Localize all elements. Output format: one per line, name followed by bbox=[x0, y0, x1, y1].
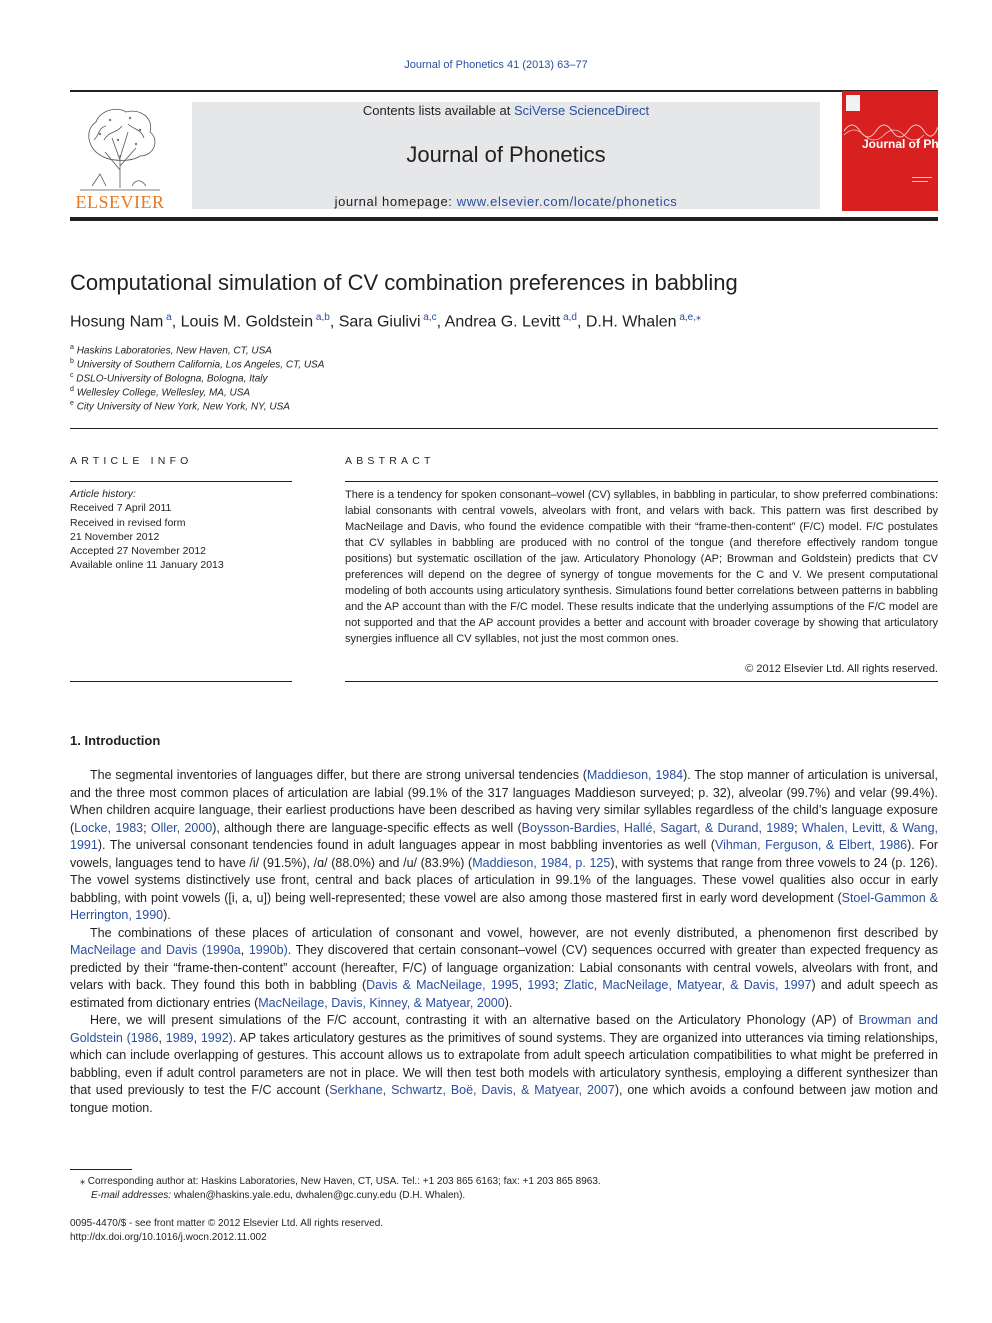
corresponding-mark: ⁎ bbox=[80, 1176, 85, 1187]
citation-link[interactable]: Boysson-Bardies, Hallé, Sagart, & Durand, 1989 bbox=[521, 820, 795, 835]
affiliation: $^e$ City University of New York, New York, NY, USA bbox=[70, 400, 290, 413]
history-item: 21 November 2012 bbox=[70, 530, 160, 543]
footnote-rule bbox=[70, 1169, 132, 1170]
cover-art-icon bbox=[842, 91, 938, 211]
author-name[interactable]: Louis M. Goldstein bbox=[180, 313, 314, 331]
author-affiliation-mark[interactable]: a,b bbox=[315, 312, 330, 323]
history-item: Received 7 April 2011 bbox=[70, 502, 172, 515]
email-addresses[interactable]: whalen@haskins.yale.edu, dwhalen@gc.cuny.edu (D.H. Whalen). bbox=[173, 1190, 466, 1201]
author-affiliation-mark[interactable]: a,e,⁎ bbox=[679, 312, 702, 323]
author-name[interactable]: D.H. Whalen bbox=[585, 313, 677, 331]
paragraph: The combinations of these places of articulation of consonant and vowel, however, are not evenly distributed, a phenomenon first described by MacNeilage and Davis (1990a, 1990b). They discovered that certain consonant–vowel (CV) sequences occurred with greater than expected frequency as predicted by their “frame-then-content” account (hereafter, F/C) of language organization: Labial consonants with central vowels, alveolars with front, and velars with back. They found this both in babbling (Davis & MacNeilage, 1995, 1993; Zlatic, MacNeilage, Matyear, & Davis, 1997) and adult speech as estimated from dictionary entries (MacNeilage, Davis, Kinney, & Matyear, 2000). bbox=[70, 925, 938, 1010]
citation-link[interactable]: MacNeilage, Davis, Kinney, & Matyear, 2000 bbox=[258, 995, 505, 1010]
doi-link[interactable]: http://dx.doi.org/10.1016/j.wocn.2012.11.002 bbox=[70, 1232, 267, 1243]
email-label: E-mail addresses: bbox=[91, 1190, 172, 1201]
contents-prefix: Contents lists available at bbox=[362, 103, 514, 118]
publisher-logo-text: ELSEVIER bbox=[75, 192, 165, 212]
citation-link[interactable]: Maddieson, 1984, p. 125 bbox=[472, 855, 611, 870]
history-label: Article history: bbox=[70, 488, 136, 500]
paragraph: The segmental inventories of languages differ, but there are strong universal tendencies (Maddieson, 1984). The stop manner of articulation is universal, and the three most common places of articulation are labial (99.1% of the 317 languages Maddieson surveyed; p. 32), alveolar (99.7%) and velar (99.4%). When children acquire language, their earliest productions have been described as having very similar syllables regardless of the child’s language exposure (Locke, 1983; Oller, 2000), although there are language-specific effects as well (Boysson-Bardies, Hallé, Sagart, & Durand, 1989; Whalen, Levitt, & Wang, 1991). The universal consonant tendencies found in adult languages appear in most babbling inventories as well (Vihman, Ferguson, & Elbert, 1986). For vowels, languages tend to have /i/ (91.5%), /ɑ/ (88.0%) and /u/ (83.9%) (Maddieson, 1984, p. 125), with systems that range from three vowels to 24 (p. 126). The vowel systems distinctively use front, central and back places of articulation in 99.1% of the languages. These vowel qualities also occur in early babbling, with point vowels ([i, a, u]) being well-represented; these vowel are also among those mastered first in early word development (Stoel-Gammon & Herrington, 1990). bbox=[70, 768, 939, 922]
article-title: Computational simulation of CV combination preferences in babbling bbox=[70, 270, 738, 295]
citation-link[interactable]: 1989 bbox=[165, 1030, 194, 1045]
sciencedirect-link[interactable]: SciVerse ScienceDirect bbox=[513, 103, 650, 118]
citation-link[interactable]: 1992) bbox=[200, 1030, 233, 1045]
contents-line bbox=[192, 103, 820, 118]
affiliation: $^c$ DSLO-University of Bologna, Bologna, Italy bbox=[70, 372, 268, 385]
history-item: Accepted 27 November 2012 bbox=[70, 545, 207, 558]
citation-link[interactable]: Stoel-Gammon & Herrington, 1990 bbox=[70, 890, 938, 922]
cover-title: Journal of Phonetics bbox=[862, 137, 981, 151]
affiliation: $^d$ Wellesley College, Wellesley, MA, USA bbox=[70, 386, 251, 399]
abstract-heading: ABSTRACT bbox=[345, 455, 435, 467]
corresponding-text: Corresponding author at: Haskins Laboratories, New Haven, CT, USA. Tel.: +1 203 865 6163; fax: +1 203 865 8963. bbox=[87, 1176, 601, 1187]
introduction-body bbox=[70, 767, 938, 1117]
abstract-bottom-rule bbox=[345, 681, 938, 682]
citation-link[interactable]: Vihman, Ferguson, & Elbert, 1986 bbox=[714, 838, 908, 852]
history-item: Available online 11 January 2013 bbox=[70, 559, 224, 572]
citation-link[interactable]: Oller, 2000 bbox=[150, 820, 213, 835]
article-info-heading: ARTICLE INFO bbox=[70, 455, 193, 467]
affiliation: $^b$ University of Southern California, Los Angeles, CT, USA bbox=[70, 358, 325, 371]
abstract-rule bbox=[345, 481, 938, 482]
journal-cover[interactable] bbox=[842, 91, 981, 211]
top-rule bbox=[70, 90, 938, 92]
citation-link[interactable]: Zlatic, MacNeilage, Matyear, & Davis, 1997 bbox=[563, 978, 812, 992]
citation-link[interactable]: Locke, 1983 bbox=[74, 820, 144, 835]
journal-title: Journal of Phonetics bbox=[406, 142, 606, 167]
corresponding-author-note bbox=[80, 1176, 601, 1187]
section-heading: 1. Introduction bbox=[70, 733, 161, 748]
author-affiliation-mark[interactable]: a,c bbox=[423, 312, 437, 323]
homepage-prefix: journal homepage: bbox=[334, 194, 457, 209]
author-name[interactable]: Andrea G. Levitt bbox=[444, 313, 561, 331]
journal-reference[interactable]: Journal of Phonetics 41 (2013) 63–77 bbox=[404, 59, 588, 71]
citation-link[interactable]: Maddieson, 1984 bbox=[586, 768, 684, 782]
copyright-notice: © 2012 Elsevier Ltd. All rights reserved. bbox=[745, 663, 938, 675]
email-note bbox=[91, 1190, 465, 1201]
citation-link[interactable]: 1993 bbox=[527, 978, 556, 992]
citation-link[interactable]: Davis & MacNeilage, 1995 bbox=[366, 978, 519, 992]
author-name[interactable]: Hosung Nam bbox=[70, 313, 164, 331]
author-affiliation-mark[interactable]: a,d bbox=[563, 312, 577, 323]
citation-link[interactable]: Browman and Goldstein (1986 bbox=[70, 1013, 938, 1045]
article-history bbox=[70, 487, 224, 573]
abstract-text: There is a tendency for spoken consonant–vowel (CV) syllables, in babbling in particular, to show preferred combinations: labial consonants with central vowels, alveolars with front, and velars with back. This pattern was first described by MacNeilage and Davis, who found the evidence compatible with their “frame-then-content” (F/C) model. F/C postulates that CV syllables in babbling are produced with no control of the tongue (and therefore effectively random tongue positions) but systematic oscillation of the jaw. Articulatory Phonology (AP; Browman and Goldstein) predicts that CV preferences will depend on the degree of synergy of tongue movements for the C and V. We present computational modeling of both accounts using articulatory synthesis. Simulations found better correlations between patterns in babbling and the AP account than with the F/C model. These results indicate that the underlying assumptions of the F/C model are not supported and that the AP account provides a better and account with broader coverage by showing that articulatory synergies influence all CV syllables, not just the most common ones. bbox=[345, 489, 938, 645]
header-rule bbox=[70, 217, 938, 221]
citation-link[interactable]: Serkhane, Schwartz, Boë, Davis, & Matyear, 2007 bbox=[329, 1083, 615, 1097]
homepage-link[interactable]: www.elsevier.com/locate/phonetics bbox=[456, 194, 678, 209]
author-affiliation-mark[interactable]: a bbox=[166, 312, 172, 323]
author-name[interactable]: Sara Giulivi bbox=[338, 313, 421, 331]
homepage-line bbox=[192, 194, 820, 209]
article-info-rule bbox=[70, 481, 292, 482]
author-list: Hosung Nam $^a$, Louis M. Goldstein $^{a,b}$, Sara Giulivi $^{a,c}$, Andrea G. Levitt $^{a,d}$, D.H. Whalen $^{a,e,⁎}$ bbox=[70, 312, 702, 331]
title-block-rule bbox=[70, 428, 938, 429]
issn-line: 0095-4470/$ - see front matter © 2012 Elsevier Ltd. All rights reserved. bbox=[70, 1218, 384, 1229]
citation-link[interactable]: Whalen, Levitt, & Wang, 1991 bbox=[70, 820, 939, 852]
elsevier-logo bbox=[70, 100, 170, 212]
citation-link[interactable]: MacNeilage and Davis (1990a bbox=[70, 943, 241, 957]
article-info-bottom-rule bbox=[70, 681, 292, 682]
citation-link[interactable]: 1990b) bbox=[248, 943, 288, 957]
history-item: Received in revised form bbox=[70, 516, 186, 529]
paragraph: Here, we will present simulations of the F/C account, contrasting it with an alternative based on the Articulatory Phonology (AP) of Browman and Goldstein (1986, 1989, 1992). AP takes articulatory gestures as the primitives of sound systems. They are organized into utterances via timing relationships, which can include overlapping of gestures. This account allows us to extrapolate from adult speech articulation compatibilities to what might be preferred in babbling, even if adult control parameters are not in place. We will then test both models with articulatory synthesis, employing a different synthesizer than that used previously to test the F/C account (Serkhane, Schwartz, Boë, Davis, & Matyear, 2007), one which avoids a confound between jaw motion and tongue motion. bbox=[70, 1013, 939, 1115]
affiliation: $^a$ Haskins Laboratories, New Haven, CT, USA bbox=[70, 344, 272, 357]
